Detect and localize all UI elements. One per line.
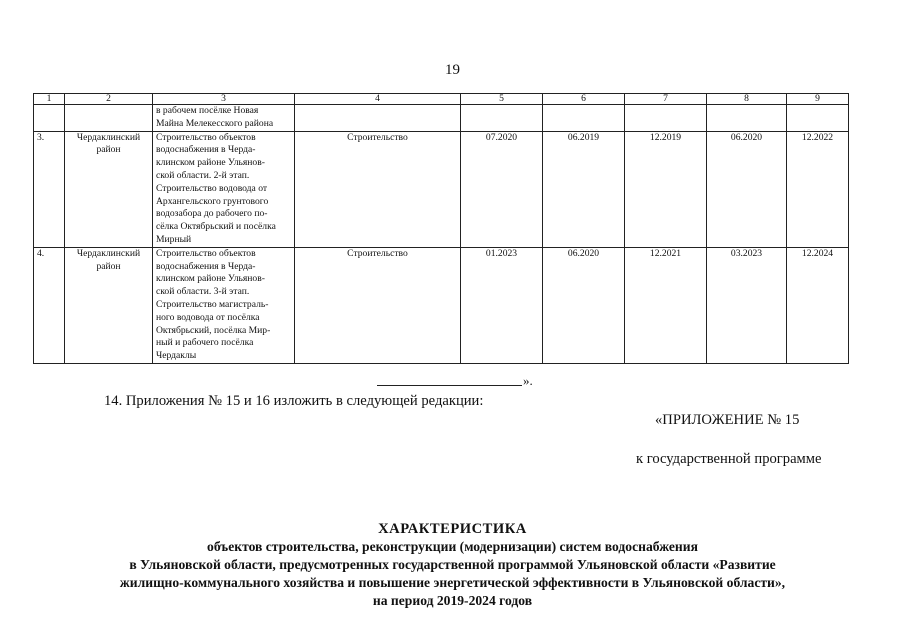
appendix-subtitle: к государственной программе [636,451,822,467]
text-line: ской области. 2-й этап. [156,169,250,181]
column-number: 1 [34,94,65,105]
table-row [34,247,849,363]
cell-date: 03.2023 [707,247,787,363]
cell-empty [461,105,543,132]
cell-date: 06.2020 [707,131,787,247]
text-line: Архангельского грунтового [156,195,269,207]
text-line: сёлка Октябрьский и посёлка [156,221,276,233]
column-number: 2 [65,94,153,105]
text-line: Строительство водовода от [156,182,268,194]
column-number: 7 [625,94,707,105]
text-line: водоснабжения в Черда- [156,260,256,272]
document-heading [0,520,905,610]
cell-date: 06.2020 [543,247,625,363]
text-line: клинском районе Ульянов- [156,273,265,285]
text-line: Чердаклинский [76,247,141,259]
column-number: 9 [787,94,849,105]
column-number: 3 [153,94,295,105]
cell-district [65,131,153,247]
item-14-paragraph: 14. Приложения № 15 и 16 изложить в следующей редакции: [104,393,484,409]
cell-date: 06.2019 [543,131,625,247]
table-row [34,131,849,247]
column-number: 6 [543,94,625,105]
text-line: Октябрьский, посёлка Мир- [156,324,271,336]
closing-quote: ». [523,373,533,388]
cell-date: 12.2022 [787,131,849,247]
text-line: Чердаклинский [76,131,141,143]
text-line: в рабочем посёлке Новая [156,105,259,116]
text-line: ской области. 3-й этап. [156,286,250,298]
column-number: 5 [461,94,543,105]
cell-empty [625,105,707,132]
text-line: район [96,260,121,272]
text-line: Строительство объектов [156,247,256,259]
text-line: Строительство магистраль- [156,298,269,310]
column-number: 8 [707,94,787,105]
appendix-title: «ПРИЛОЖЕНИЕ № 15 [655,412,800,428]
page-number: 19 [445,62,460,78]
text-line: водозабора до рабочего по- [156,208,268,220]
cell-date: 07.2020 [461,131,543,247]
heading-main: ХАРАКТЕРИСТИКА [378,521,527,537]
cell-empty [543,105,625,132]
objects-table [33,93,849,364]
cell-date: 01.2023 [461,247,543,363]
cell-empty [707,105,787,132]
table-row-continuation [34,105,849,132]
closing-underline [377,385,522,386]
cell-date: 12.2019 [625,131,707,247]
heading-line: объектов строительства, реконструкции (модернизации) систем водоснабжения [207,539,698,554]
text-line: Чердаклы [156,350,197,362]
column-number-row [34,94,849,105]
cell-work-type: Строительство [295,247,461,363]
cell-work-type: Строительство [295,131,461,247]
text-line: район [96,144,121,156]
heading-line: жилищно-коммунального хозяйства и повышение энергетической эффективности в Ульяновской области», [119,575,786,590]
cell-description [153,131,295,247]
text-line: Майна Мелекесского района [156,117,274,129]
cell-date: 12.2024 [787,247,849,363]
cell-description [153,105,295,132]
cell-number: 4. [34,247,65,363]
text-line: ный и рабочего посёлка [156,337,254,349]
text-line: клинском районе Ульянов- [156,157,265,169]
heading-line: на период 2019-2024 годов [372,593,533,608]
text-line: водоснабжения в Черда- [156,144,256,156]
heading-line: в Ульяновской области, предусмотренных государственной программой Ульяновской области «Развитие [129,557,776,572]
cell-number: 3. [34,131,65,247]
cell-description [153,247,295,363]
cell-empty [65,105,153,132]
cell-date: 12.2021 [625,247,707,363]
cell-empty [295,105,461,132]
text-line: ного водовода от посёлка [156,311,260,323]
text-line: Строительство объектов [156,131,256,143]
cell-district [65,247,153,363]
cell-empty [787,105,849,132]
column-number: 4 [295,94,461,105]
text-line: Мирный [156,233,192,245]
cell-empty [34,105,65,132]
